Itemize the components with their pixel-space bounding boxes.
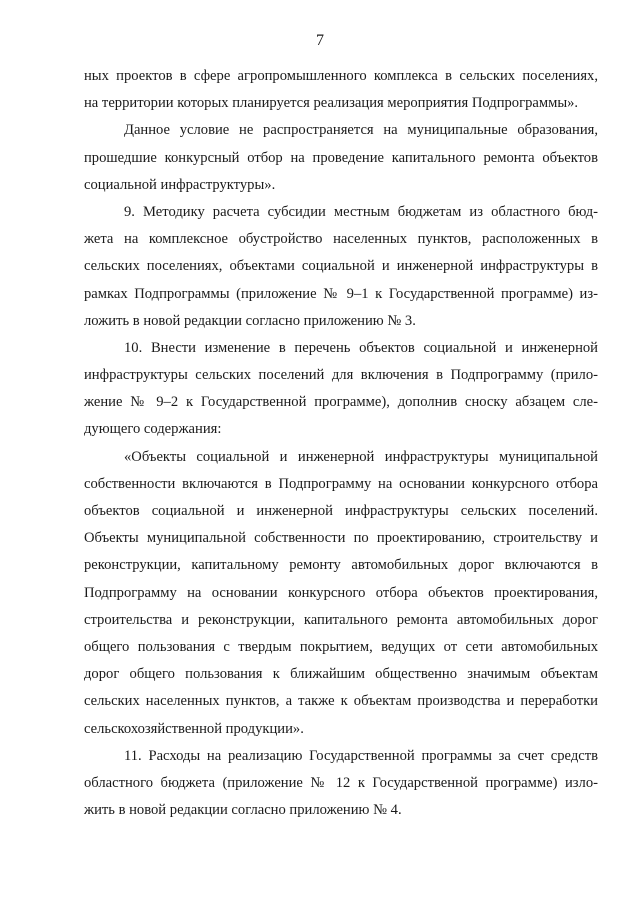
- text-line: 9. Методику расчета субсидии местным бюджетам из областного бюд-: [124, 203, 598, 220]
- paragraph-p2: [84, 117, 598, 199]
- text-line: дорог общего пользования к ближайшим общественно значимым объектам: [84, 666, 598, 683]
- text-line: на территории которых планируется реализация мероприятия Подпрограммы».: [84, 95, 579, 112]
- text-line: Объекты муниципальной собственности по проектированию, строительству и: [84, 530, 598, 547]
- text-line: жета на комплексное обустройство населенных пунктов, расположенных в: [84, 231, 598, 248]
- text-line: «Объекты социальной и инженерной инфраструктуры муниципальной: [124, 448, 598, 465]
- paragraph-p10: [84, 335, 598, 444]
- text-line: прошедшие конкурсный отбор на проведение капитального ремонта объектов: [84, 149, 598, 166]
- text-line: 10. Внести изменение в перечень объектов социальной и инженерной: [124, 339, 598, 356]
- paragraph-p9: [84, 199, 598, 335]
- paragraph-p11: [84, 743, 598, 825]
- text-line: областного бюджета (приложение № 12 к Государственной программе) изло-: [84, 774, 598, 791]
- text-line: строительства и реконструкции, капитального ремонта автомобильных дорог: [84, 611, 598, 628]
- text-line: реконструкции, капитальному ремонту автомобильных дорог включаются в: [84, 557, 598, 574]
- text-line: общего пользования с твердым покрытием, ведущих от сети автомобильных: [84, 638, 598, 655]
- paragraph-p1-cont: [84, 63, 598, 117]
- document-body: [84, 63, 598, 824]
- text-line: объектов социальной и инженерной инфраструктуры сельских поселений.: [84, 503, 598, 519]
- text-line: сельских населенных пунктов, а также к объектам производства и переработки: [84, 693, 598, 710]
- text-line: сельскохозяйственной продукции».: [84, 720, 304, 737]
- text-line: сельских поселениях, объектами социальной и инженерной инфраструктуры в: [84, 258, 598, 275]
- text-line: жить в новой редакции согласно приложению № 4.: [84, 802, 402, 819]
- text-line: социальной инфраструктуры».: [84, 176, 276, 193]
- paragraph-p10-quote: [84, 444, 598, 743]
- text-line: дующего содержания:: [84, 421, 222, 438]
- text-line: жение № 9–2 к Государственной программе), дополнив сноску абзацем сле-: [84, 394, 598, 411]
- page-number: 7: [316, 32, 324, 49]
- text-line: Подпрограмму на основании конкурсного отбора объектов проектирования,: [84, 584, 598, 601]
- text-line: 11. Расходы на реализацию Государственной программы за счет средств: [124, 747, 598, 764]
- text-line: собственности включаются в Подпрограмму на основании конкурсного отбора: [84, 475, 598, 492]
- text-line: Данное условие не распространяется на муниципальные образования,: [124, 122, 598, 139]
- text-line: ных проектов в сфере агропромышленного комплекса в сельских поселениях,: [84, 68, 598, 84]
- text-line: рамках Подпрограммы (приложение № 9–1 к Государственной программе) из-: [84, 285, 598, 302]
- text-line: ложить в новой редакции согласно приложению № 3.: [84, 312, 416, 329]
- text-line: инфраструктуры сельских поселений для включения в Подпрограмму (прило-: [84, 367, 598, 384]
